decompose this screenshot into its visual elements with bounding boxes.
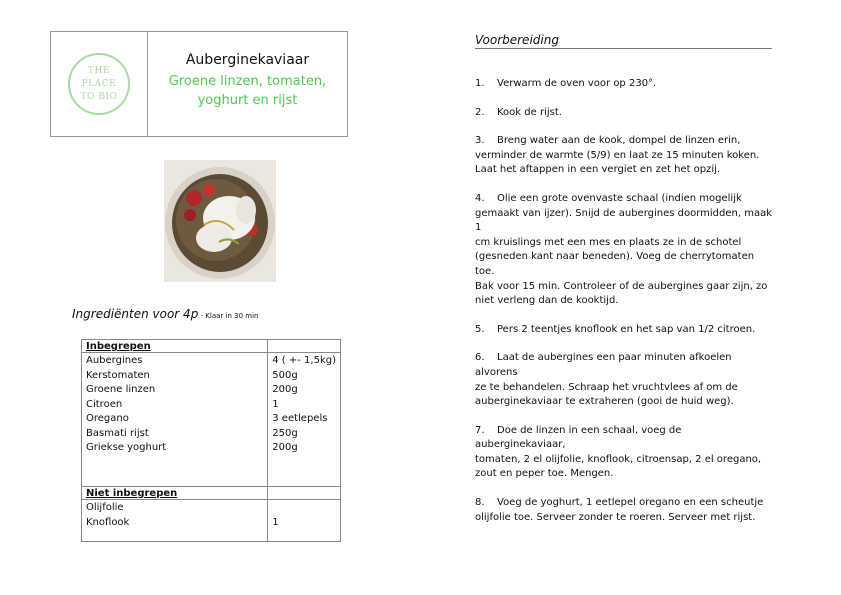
included-header-row bbox=[82, 340, 341, 353]
step-number: 7. bbox=[475, 424, 485, 436]
ingredient-name: Kerstomaten bbox=[86, 369, 150, 381]
step-6 bbox=[475, 351, 775, 409]
step-text: gemaakt van ijzer). Snijd de aubergines doormidden, maak 1 bbox=[475, 207, 773, 234]
step-text: Laat het aftappen in een vergiet en zet het opzij. bbox=[475, 164, 721, 176]
logo-line2: TO BIO bbox=[80, 91, 118, 102]
step-text: (gesneden kant naar beneden). Voeg de cherrytomaten toe. bbox=[475, 251, 755, 277]
ingredient-name: Knoflook bbox=[86, 516, 130, 528]
step-7 bbox=[475, 424, 775, 482]
ingredient-name: Aubergines bbox=[86, 355, 143, 366]
recipe-header-box bbox=[50, 31, 348, 137]
ingredient-name: Groene linzen bbox=[86, 384, 156, 395]
step-number: 3. bbox=[475, 135, 485, 147]
included-items-row bbox=[82, 353, 341, 487]
step-3 bbox=[475, 134, 775, 178]
ingredient-qty: 250g bbox=[272, 427, 298, 439]
logo-line1: THE PLACE bbox=[81, 65, 117, 89]
ingredient-qty: 200g bbox=[272, 384, 298, 395]
step-8 bbox=[475, 496, 775, 525]
included-qty-cell bbox=[268, 353, 341, 487]
step-number: 1. bbox=[475, 78, 485, 89]
step-1 bbox=[475, 77, 775, 92]
step-text: verminder de warmte (5/9) en laat ze 15 minuten koken. bbox=[475, 149, 760, 161]
ingredient-name: Citroen bbox=[86, 398, 123, 410]
title-cell bbox=[148, 32, 347, 136]
step-text: auberginekaviaar te extraheren (gooi de huid weg). bbox=[475, 396, 734, 408]
step-text: Bak voor 15 min. Controleer of de aubergines gaar zijn, zo bbox=[475, 280, 768, 292]
step-text: olijfolie toe. Serveer zonder te roeren. Serveer met rijst. bbox=[475, 511, 756, 523]
recipe-subtitle-line2: yoghurt en rijst bbox=[197, 93, 298, 108]
not-included-header-empty-cell bbox=[268, 487, 341, 500]
ingredient-qty: 4 ( +- 1,5kg) bbox=[272, 355, 336, 366]
step-4 bbox=[475, 192, 775, 309]
ingredients-heading bbox=[72, 307, 258, 321]
step-text: Olie een grote ovenvaste schaal (indien mogelijk bbox=[497, 192, 742, 204]
not-included-names-cell bbox=[82, 500, 268, 542]
ingredient-qty: 500g bbox=[272, 369, 298, 381]
step-number: 2. bbox=[475, 106, 485, 118]
step-text: Breng water aan de kook, dompel de linzen erin, bbox=[497, 135, 741, 147]
ingredient-qty: 200g bbox=[272, 442, 298, 453]
step-text: cm kruislings met een mes en plaats ze in de schotel bbox=[475, 236, 742, 248]
preparation-heading: Voorbereiding bbox=[475, 33, 772, 49]
dish-photo-illustration bbox=[164, 160, 276, 282]
step-text: tomaten, 2 el olijfolie, knoflook, citroensap, 2 el oregano, bbox=[475, 453, 762, 465]
included-names-cell bbox=[82, 353, 268, 487]
ingredients-heading-text: Ingrediënten voor 4p bbox=[72, 307, 199, 321]
ingredient-qty: 1 bbox=[272, 516, 279, 528]
step-text: niet verleng dan de kooktijd. bbox=[475, 295, 619, 307]
not-included-label: Niet inbegrepen bbox=[86, 488, 178, 499]
ingredient-name: Oregano bbox=[86, 413, 129, 424]
step-number: 6. bbox=[475, 352, 485, 364]
step-5 bbox=[475, 323, 775, 338]
not-included-header-cell bbox=[82, 487, 268, 500]
step-number: 8. bbox=[475, 497, 485, 509]
included-label: Inbegrepen bbox=[86, 341, 151, 352]
ingredient-name: Olijfolie bbox=[86, 502, 124, 513]
ingredient-name: Griekse yoghurt bbox=[86, 442, 167, 453]
ingredients-time-note: - Klaar in 30 min bbox=[198, 312, 259, 320]
step-2 bbox=[475, 106, 775, 121]
step-text: Voeg de yoghurt, 1 eetlepel oregano en een scheutje bbox=[497, 497, 764, 509]
step-text: Laat de aubergines een paar minuten afkoelen alvorens bbox=[475, 352, 732, 378]
preparation-steps bbox=[475, 77, 775, 539]
included-header-empty-cell bbox=[268, 340, 341, 353]
included-header-cell bbox=[82, 340, 268, 353]
not-included-items-row bbox=[82, 500, 341, 542]
step-number: 4. bbox=[475, 192, 485, 204]
not-included-qty-cell bbox=[268, 500, 341, 542]
step-text: Verwarm de oven voor op 230°. bbox=[497, 78, 657, 89]
step-text: zout en peper toe. Mengen. bbox=[475, 468, 614, 480]
recipe-subtitle-line1: Groene linzen, tomaten, bbox=[168, 74, 327, 89]
step-text: Kook de rijst. bbox=[497, 106, 562, 118]
the-place-to-bio-logo bbox=[68, 53, 130, 115]
step-text: Doe de linzen in een schaal, voeg de auberginekaviaar, bbox=[475, 424, 682, 451]
ingredient-qty: 3 eetlepels bbox=[272, 413, 328, 424]
ingredient-qty bbox=[272, 501, 336, 516]
not-included-header-row bbox=[82, 487, 341, 500]
step-number: 5. bbox=[475, 323, 485, 335]
logo-cell bbox=[51, 32, 148, 136]
step-text: ze te behandelen. Schraap het vruchtvlees af om de bbox=[475, 381, 738, 393]
ingredients-table bbox=[81, 339, 341, 542]
dish-photo bbox=[164, 160, 276, 282]
step-text: Pers 2 teentjes knoflook en het sap van 1/2 citroen. bbox=[497, 323, 756, 335]
ingredient-name: Basmati rijst bbox=[86, 427, 149, 439]
ingredient-qty: 1 bbox=[272, 398, 279, 410]
recipe-title: Auberginekaviaar bbox=[185, 52, 310, 68]
